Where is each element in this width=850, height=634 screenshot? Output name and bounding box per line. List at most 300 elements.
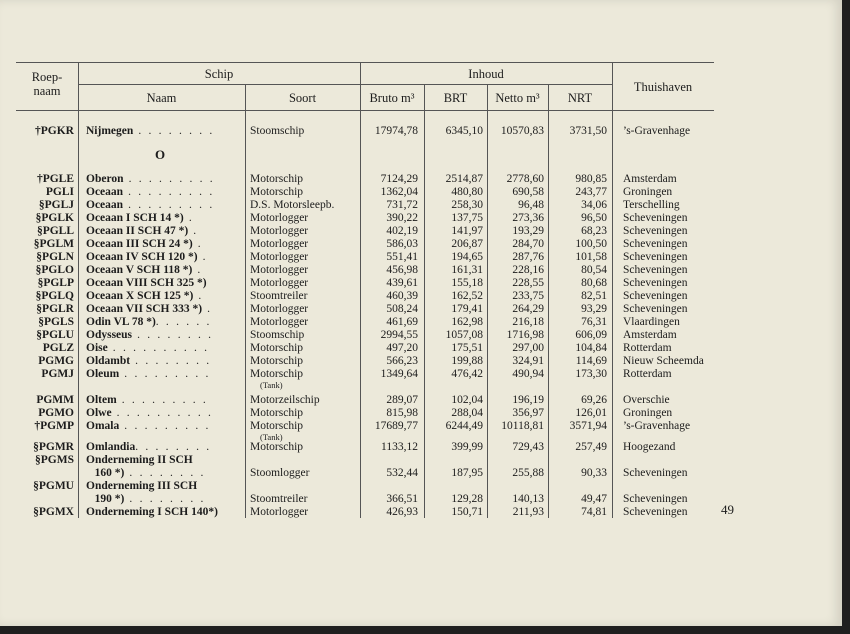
ship-type: Motorschip <box>250 441 304 453</box>
cell-name <box>86 420 241 433</box>
table-row <box>0 441 740 454</box>
cell-callsign: §PGLN <box>36 251 74 263</box>
cell-callsign: †PGMP <box>34 420 74 432</box>
cell-netto: 96,48 <box>518 199 544 211</box>
cell-nrt: 257,49 <box>575 441 607 453</box>
ship-type: Stoomtreiler <box>250 290 308 302</box>
cell-bruto: 17689,77 <box>374 420 418 432</box>
cell-bruto: 586,03 <box>386 238 418 250</box>
cell-brt: 2514,87 <box>445 173 483 185</box>
cell-bruto: 551,41 <box>386 251 418 263</box>
cell-netto: 233,75 <box>512 290 544 302</box>
cell-port: Groningen <box>623 186 673 198</box>
cell-netto: 264,29 <box>512 303 544 315</box>
leader-dots: . . . . . . . . . <box>123 186 215 198</box>
cell-callsign: PGMG <box>38 355 74 367</box>
cell-bruto: 508,24 <box>386 303 418 315</box>
cell-brt: 162,52 <box>451 290 483 302</box>
header-brt: BRT <box>443 91 468 105</box>
cell-name <box>86 506 241 519</box>
table-row <box>0 238 740 251</box>
cell-nrt: 606,09 <box>575 329 607 341</box>
cell-brt: 162,98 <box>451 316 483 328</box>
cell-netto: 193,29 <box>512 225 544 237</box>
page-bottom-edge <box>0 626 850 634</box>
cell-netto: 228,16 <box>512 264 544 276</box>
table-row <box>0 225 740 238</box>
header-roepnaam: Roep- naam <box>31 70 63 98</box>
leader-dots: . <box>188 225 199 237</box>
cell-port: Scheveningen <box>623 238 688 250</box>
cell-name <box>86 277 241 290</box>
cell-callsign: PGMM <box>36 394 74 406</box>
table-row <box>0 303 740 316</box>
leader-dots: . . . . . . . . . <box>119 368 211 380</box>
cell-callsign: §PGLL <box>36 225 74 237</box>
leader-dots: . . . . . . . . <box>135 441 212 453</box>
cell-bruto: 289,07 <box>386 394 418 406</box>
cell-name <box>86 303 241 316</box>
ship-type: Stoomlogger <box>250 467 310 479</box>
ship-name: Oceaan II SCH 47 *) <box>86 225 189 237</box>
cell-type <box>250 506 358 519</box>
ship-name: Oceaan VII SCH 333 *) <box>86 303 203 315</box>
cell-netto: 2778,60 <box>506 173 544 185</box>
cell-netto: 10118,81 <box>501 420 544 432</box>
cell-callsign: §PGLS <box>38 316 74 328</box>
ship-type: Motorlogger <box>250 212 309 224</box>
cell-callsign: §PGMX <box>33 506 74 518</box>
leader-dots: . . . . . . . . . <box>119 420 211 432</box>
cell-brt: 206,87 <box>451 238 483 250</box>
cell-nrt: 980,85 <box>575 173 607 185</box>
cell-nrt: 96,50 <box>581 212 607 224</box>
ship-name: Nijmegen <box>86 125 134 137</box>
leader-dots: . . . . . . . . . <box>123 199 215 211</box>
cell-netto: 140,13 <box>512 493 544 505</box>
cell-type <box>250 238 358 251</box>
ship-name: Odin VL 78 *) <box>86 316 156 328</box>
cell-bruto: 426,93 <box>386 506 418 518</box>
cell-brt: 288,04 <box>451 407 483 419</box>
leader-dots: . <box>192 264 203 276</box>
ship-name: Omala <box>86 420 120 432</box>
cell-name <box>86 238 241 251</box>
cell-port: Scheveningen <box>623 251 688 263</box>
cell-nrt: 74,81 <box>581 506 607 518</box>
ship-name: Oceaan IV SCH 120 *) <box>86 251 198 263</box>
cell-port: Scheveningen <box>623 467 688 479</box>
cell-netto: 216,18 <box>512 316 544 328</box>
leader-dots: . . . . . . . . . <box>123 173 215 185</box>
cell-brt: 199,88 <box>451 355 483 367</box>
cell-bruto: 566,23 <box>386 355 418 367</box>
ship-type: Motorschip <box>250 368 304 380</box>
ship-name: 190 *) <box>86 493 125 505</box>
cell-name <box>86 394 241 407</box>
cell-bruto: 390,22 <box>386 212 418 224</box>
cell-nrt: 82,51 <box>581 290 607 302</box>
leader-dots: . . . . . . . . <box>132 329 214 341</box>
leader-dots: . <box>197 251 208 263</box>
cell-type <box>250 199 358 212</box>
cell-netto: 273,36 <box>512 212 544 224</box>
leader-dots: . . . . . . . . . . <box>111 407 214 419</box>
ship-type: Motorschip <box>250 355 304 367</box>
cell-type <box>250 290 358 303</box>
leader-dots: . . . . . . . . <box>124 467 206 479</box>
cell-brt: 161,31 <box>451 264 483 276</box>
cell-bruto: 1133,12 <box>381 441 418 453</box>
cell-name <box>86 329 241 342</box>
table-row <box>0 264 740 277</box>
cell-netto: 490,94 <box>512 368 544 380</box>
cell-type <box>250 441 358 454</box>
ship-name: Oceaan <box>86 186 124 198</box>
cell-nrt: 3571,94 <box>569 420 607 432</box>
table-row <box>0 251 740 264</box>
cell-name <box>86 355 241 368</box>
cell-brt: 155,18 <box>451 277 483 289</box>
cell-port: Rotterdam <box>623 342 672 354</box>
cell-nrt: 80,54 <box>581 264 607 276</box>
cell-netto: 690,58 <box>512 186 544 198</box>
cell-type <box>250 493 358 506</box>
cell-type <box>250 264 358 277</box>
cell-type <box>250 173 358 186</box>
cell-netto: 324,91 <box>512 355 544 367</box>
leader-dots: . <box>193 290 204 302</box>
cell-brt: 129,28 <box>451 493 483 505</box>
cell-brt: 150,71 <box>451 506 483 518</box>
cell-nrt: 76,31 <box>581 316 607 328</box>
ship-type: Motorschip <box>250 186 304 198</box>
cell-brt: 480,80 <box>451 186 483 198</box>
ship-name: Oldambt <box>86 355 131 367</box>
cell-bruto: 460,39 <box>386 290 418 302</box>
cell-netto: 1716,98 <box>506 329 544 341</box>
ship-type: Motorlogger <box>250 264 309 276</box>
cell-bruto: 17974,78 <box>374 125 418 137</box>
ship-name: 160 *) <box>86 467 125 479</box>
cell-netto: 196,19 <box>512 394 544 406</box>
table-row <box>0 355 740 368</box>
cell-brt: 399,99 <box>451 441 483 453</box>
cell-netto: 729,43 <box>512 441 544 453</box>
cell-callsign: †PGLE <box>36 173 74 185</box>
header-bruto: Bruto m³ <box>369 91 415 105</box>
cell-port: Hoogezand <box>623 441 676 453</box>
ship-name: Onderneming II SCH <box>86 454 193 466</box>
cell-type <box>250 186 358 199</box>
table-row <box>0 454 740 467</box>
ship-name: Onderneming I SCH 140*) <box>86 506 218 518</box>
cell-nrt: 69,26 <box>581 394 607 406</box>
cell-callsign: §PGLR <box>36 303 74 315</box>
cell-bruto: 815,98 <box>386 407 418 419</box>
cell-name <box>86 480 241 493</box>
cell-nrt: 126,01 <box>575 407 607 419</box>
cell-brt: 175,51 <box>451 342 483 354</box>
cell-brt: 179,41 <box>451 303 483 315</box>
cell-name <box>86 225 241 238</box>
leader-dots: . <box>183 212 194 224</box>
cell-port: Scheveningen <box>623 277 688 289</box>
cell-type <box>250 316 358 329</box>
cell-name <box>86 125 241 138</box>
cell-type <box>250 329 358 342</box>
cell-nrt: 34,06 <box>581 199 607 211</box>
ship-type: Stoomtreiler <box>250 493 308 505</box>
cell-callsign: §PGMU <box>33 480 74 492</box>
ship-name: Odysseus <box>86 329 133 341</box>
cell-brt: 141,97 <box>451 225 483 237</box>
cell-type <box>250 212 358 225</box>
table-row <box>0 467 740 480</box>
cell-brt: 137,75 <box>451 212 483 224</box>
ship-type: Motorlogger <box>250 303 309 315</box>
ship-name: Oceaan V SCH 118 *) <box>86 264 193 276</box>
cell-port: Scheveningen <box>623 493 688 505</box>
cell-callsign: §PGLK <box>35 212 74 224</box>
cell-netto: 211,93 <box>512 506 544 518</box>
cell-netto: 356,97 <box>512 407 544 419</box>
ship-type: Motorschip <box>250 173 304 185</box>
cell-port: Rotterdam <box>623 368 672 380</box>
cell-port: Scheveningen <box>623 264 688 276</box>
cell-type <box>250 342 358 355</box>
cell-brt: 476,42 <box>451 368 483 380</box>
cell-bruto: 532,44 <box>386 467 418 479</box>
table-row <box>0 368 740 390</box>
cell-callsign: §PGMS <box>35 454 74 466</box>
ship-name: Olwe <box>86 407 112 419</box>
cell-type <box>250 125 358 138</box>
ship-name: Omlandia <box>86 441 136 453</box>
cell-name <box>86 199 241 212</box>
cell-port: ’s-Gravenhage <box>623 420 691 432</box>
table-row <box>0 186 740 199</box>
header-naam: Naam <box>146 91 177 105</box>
header-thuishaven: Thuishaven <box>633 80 693 94</box>
ship-type: Motorlogger <box>250 277 309 289</box>
cell-port: Scheveningen <box>623 506 688 518</box>
ship-name: Onderneming III SCH <box>86 480 198 492</box>
ship-type: Motorlogger <box>250 316 309 328</box>
cell-brt: 6244,49 <box>445 420 483 432</box>
page-edge-shadow <box>842 0 850 634</box>
header-bottom-rule <box>16 110 714 111</box>
table-row <box>0 407 740 420</box>
ship-type: Motorlogger <box>250 225 309 237</box>
page-number: 49 <box>721 502 734 517</box>
leader-dots: . <box>192 238 203 250</box>
ship-name: Oise <box>86 342 108 354</box>
ship-name: Oberon <box>86 173 124 185</box>
cell-netto: 228,55 <box>512 277 544 289</box>
cell-name <box>86 454 241 467</box>
cell-callsign: PGMO <box>38 407 74 419</box>
cell-port: Amsterdam <box>623 173 677 185</box>
cell-port: Nieuw Scheemda <box>623 355 704 367</box>
cell-brt: 194,65 <box>451 251 483 263</box>
cell-callsign: §PGLQ <box>35 290 74 302</box>
cell-nrt: 173,30 <box>575 368 607 380</box>
cell-type <box>250 407 358 420</box>
header-soort: Soort <box>288 91 317 105</box>
ship-type: Motorschip <box>250 420 304 432</box>
cell-name <box>86 264 241 277</box>
cell-netto: 10570,83 <box>500 125 544 137</box>
cell-netto: 297,00 <box>512 342 544 354</box>
ship-type: Motorzeilschip <box>250 394 320 406</box>
ship-name: Oceaan X SCH 125 *) <box>86 290 194 302</box>
cell-nrt: 93,29 <box>581 303 607 315</box>
table-top-rule <box>16 62 714 63</box>
cell-name <box>86 467 241 480</box>
ship-type: Motorlogger <box>250 506 309 518</box>
header-mid-rule <box>78 84 612 85</box>
header-netto: Netto m³ <box>495 91 540 105</box>
table-row <box>0 342 740 355</box>
cell-brt: 187,95 <box>451 467 483 479</box>
cell-callsign: §PGLM <box>33 238 74 250</box>
cell-bruto: 456,98 <box>386 264 418 276</box>
cell-type <box>250 368 358 390</box>
cell-bruto: 7124,29 <box>380 173 418 185</box>
cell-name <box>86 316 241 329</box>
ship-name: Oceaan I SCH 14 *) <box>86 212 184 224</box>
ship-type: Motorschip <box>250 342 304 354</box>
cell-nrt: 104,84 <box>575 342 607 354</box>
cell-type <box>250 467 358 480</box>
cell-name <box>86 290 241 303</box>
ship-name: Oceaan VIII SCH 325 *) <box>86 277 207 289</box>
cell-type <box>250 251 358 264</box>
cell-callsign: §PGLJ <box>38 199 74 211</box>
table-row <box>0 199 740 212</box>
cell-callsign: PGLI <box>45 186 74 198</box>
cell-bruto: 731,72 <box>386 199 418 211</box>
cell-brt: 1057,08 <box>445 329 483 341</box>
cell-port: ’s-Gravenhage <box>623 125 691 137</box>
cell-bruto: 2994,55 <box>380 329 418 341</box>
cell-nrt: 49,47 <box>581 493 607 505</box>
ship-type: D.S. Motorsleepb. <box>250 199 335 211</box>
table-row <box>0 480 740 493</box>
ship-type: Motorlogger <box>250 238 309 250</box>
ship-type: Motorlogger <box>250 251 309 263</box>
cell-port: Groningen <box>623 407 673 419</box>
leader-dots: . . . . . . <box>155 316 212 328</box>
table-row <box>0 277 740 290</box>
cell-brt: 6345,10 <box>445 125 483 137</box>
cell-port: Overschie <box>623 394 670 406</box>
table-row <box>0 329 740 342</box>
ship-name: Oleum <box>86 368 120 380</box>
cell-name <box>86 407 241 420</box>
cell-nrt: 100,50 <box>575 238 607 250</box>
cell-bruto: 366,51 <box>386 493 418 505</box>
ship-type-note: (Tank) <box>260 432 283 442</box>
cell-port: Scheveningen <box>623 225 688 237</box>
cell-name <box>86 186 241 199</box>
cell-name <box>86 441 241 454</box>
cell-callsign: †PGKR <box>35 125 74 137</box>
cell-name <box>86 212 241 225</box>
cell-netto: 284,70 <box>512 238 544 250</box>
cell-nrt: 101,58 <box>575 251 607 263</box>
cell-callsign: §PGMR <box>33 441 74 453</box>
cell-callsign: PGLZ <box>42 342 74 354</box>
cell-name <box>86 251 241 264</box>
table-row <box>0 506 740 519</box>
cell-port: Scheveningen <box>623 212 688 224</box>
leader-dots: . . . . . . . . . . <box>107 342 210 354</box>
cell-bruto: 461,69 <box>386 316 418 328</box>
cell-type <box>250 303 358 316</box>
leader-dots: . . . . . . . . <box>133 125 215 137</box>
ship-type: Stoomschip <box>250 125 305 137</box>
header-schip: Schip <box>204 67 234 81</box>
leader-dots: . . . . . . . . . <box>116 394 209 406</box>
cell-brt: 102,04 <box>451 394 483 406</box>
cell-type <box>250 355 358 368</box>
cell-nrt: 90,33 <box>581 467 607 479</box>
cell-callsign: §PGLO <box>35 264 74 276</box>
cell-nrt: 3731,50 <box>569 125 607 137</box>
cell-port: Scheveningen <box>623 303 688 315</box>
header-inhoud: Inhoud <box>468 67 504 81</box>
table-row <box>0 316 740 329</box>
cell-bruto: 402,19 <box>386 225 418 237</box>
cell-name <box>86 493 241 506</box>
cell-type <box>250 394 358 407</box>
cell-brt: 258,30 <box>451 199 483 211</box>
cell-netto: 255,88 <box>512 467 544 479</box>
cell-name <box>86 173 241 186</box>
table-row <box>0 125 740 138</box>
ship-type: Stoomschip <box>250 329 305 341</box>
table-row <box>0 420 740 442</box>
leader-dots: . <box>202 303 213 315</box>
cell-nrt: 68,23 <box>581 225 607 237</box>
cell-callsign: PGMJ <box>41 368 74 380</box>
cell-type <box>250 420 358 442</box>
ship-type-note: (Tank) <box>260 380 283 390</box>
cell-port: Vlaardingen <box>623 316 680 328</box>
table-row <box>0 212 740 225</box>
table-row <box>0 173 740 186</box>
cell-bruto: 1349,64 <box>380 368 418 380</box>
leader-dots: . . . . . . . . <box>130 355 212 367</box>
cell-nrt: 243,77 <box>575 186 607 198</box>
header-nrt: NRT <box>567 91 593 105</box>
cell-type <box>250 277 358 290</box>
ship-name: Oceaan III SCH 24 *) <box>86 238 193 250</box>
table-row <box>0 394 740 407</box>
cell-callsign: §PGLU <box>36 329 74 341</box>
table-row <box>0 290 740 303</box>
cell-netto: 287,76 <box>512 251 544 263</box>
cell-port: Scheveningen <box>623 290 688 302</box>
cell-name <box>86 368 241 381</box>
ship-type: Motorschip <box>250 407 304 419</box>
cell-nrt: 80,68 <box>581 277 607 289</box>
cell-type <box>250 225 358 238</box>
cell-nrt: 114,69 <box>575 355 607 367</box>
cell-port: Terschelling <box>623 199 680 211</box>
